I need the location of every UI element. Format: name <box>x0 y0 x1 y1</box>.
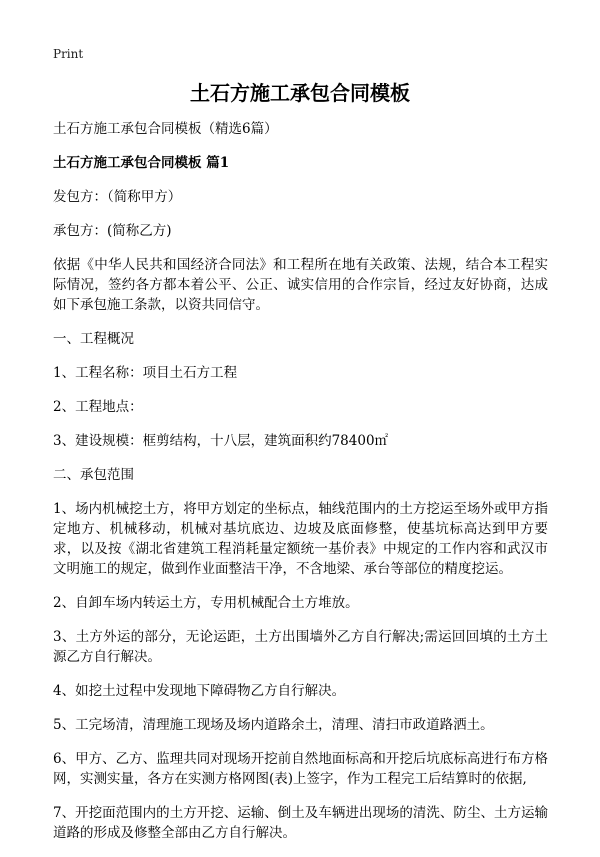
clause-item: 4、如挖土过程中发现地下障碍物乙方自行解决。 <box>53 683 346 699</box>
clause-item: 3、土方外运的部分，无论运距，土方出围墙外乙方自行解决;需运回回填的土方土源乙方自行解决。 <box>53 629 548 665</box>
document-title: 土石方施工承包合同模板 <box>190 81 410 105</box>
clause-item: 2、自卸车场内转运土方，专用机械配合土方堆放。 <box>53 595 359 611</box>
party-a-line: 发包方：（简称甲方） <box>53 189 182 205</box>
clause-item: 6、甲方、乙方、监理共同对现场开挖前自然地面标高和开挖后坑底标高进行布方格网，实测实量，各方在实测方格网图(表)上签字，作为工程完工后结算时的依据, <box>53 751 548 787</box>
print-label: Print <box>53 47 84 61</box>
clause-heading-scope: 二、承包范围 <box>53 467 134 483</box>
clause-item: 7、开挖面范围内的土方开挖、运输、倒土及车辆进出现场的清洗、防尘、土方运输道路的形成及修整全部由乙方自行解决。 <box>53 805 548 841</box>
clause-heading-overview: 一、工程概况 <box>53 331 134 347</box>
clause-item: 1、工程名称：项目土石方工程 <box>53 365 238 381</box>
subtitle-paragraph: 土石方施工承包合同模板（精选6篇） <box>53 121 278 137</box>
clause-item: 1、场内机械挖土方，将甲方划定的坐标点，轴线范围内的土方挖运至场外或甲方指定地方、机械移动，机械对基坑底边、边坡及底面修整，使基坑标高达到甲方要求，以及按《湖北省建筑工程消耗量定额统一基价表》中规定的工作内容和武汉市文明施工的规定，做到作业面整洁干净，不含地梁、承台等部位的精度挖运。 <box>53 501 548 577</box>
clause-item: 5、工完场清，清理施工现场及场内道路余土，清理、清扫市政道路洒土。 <box>53 717 494 733</box>
clause-item: 2、工程地点： <box>53 399 143 415</box>
document-body <box>53 119 548 857</box>
party-b-line: 承包方：(简称乙方) <box>53 223 172 239</box>
preamble-paragraph: 依据《中华人民共和国经济合同法》和工程所在地有关政策、法规，结合本工程实际情况，签约各方都本着公平、公正、诚实信用的合作宗旨，经过友好协商，达成如下承包施工条款，以资共同信守。 <box>53 257 548 313</box>
clause-item: 3、建设规模：框剪结构，十八层，建筑面积约78400㎡ <box>53 433 389 449</box>
section-heading: 土石方施工承包合同模板 篇1 <box>53 155 230 171</box>
